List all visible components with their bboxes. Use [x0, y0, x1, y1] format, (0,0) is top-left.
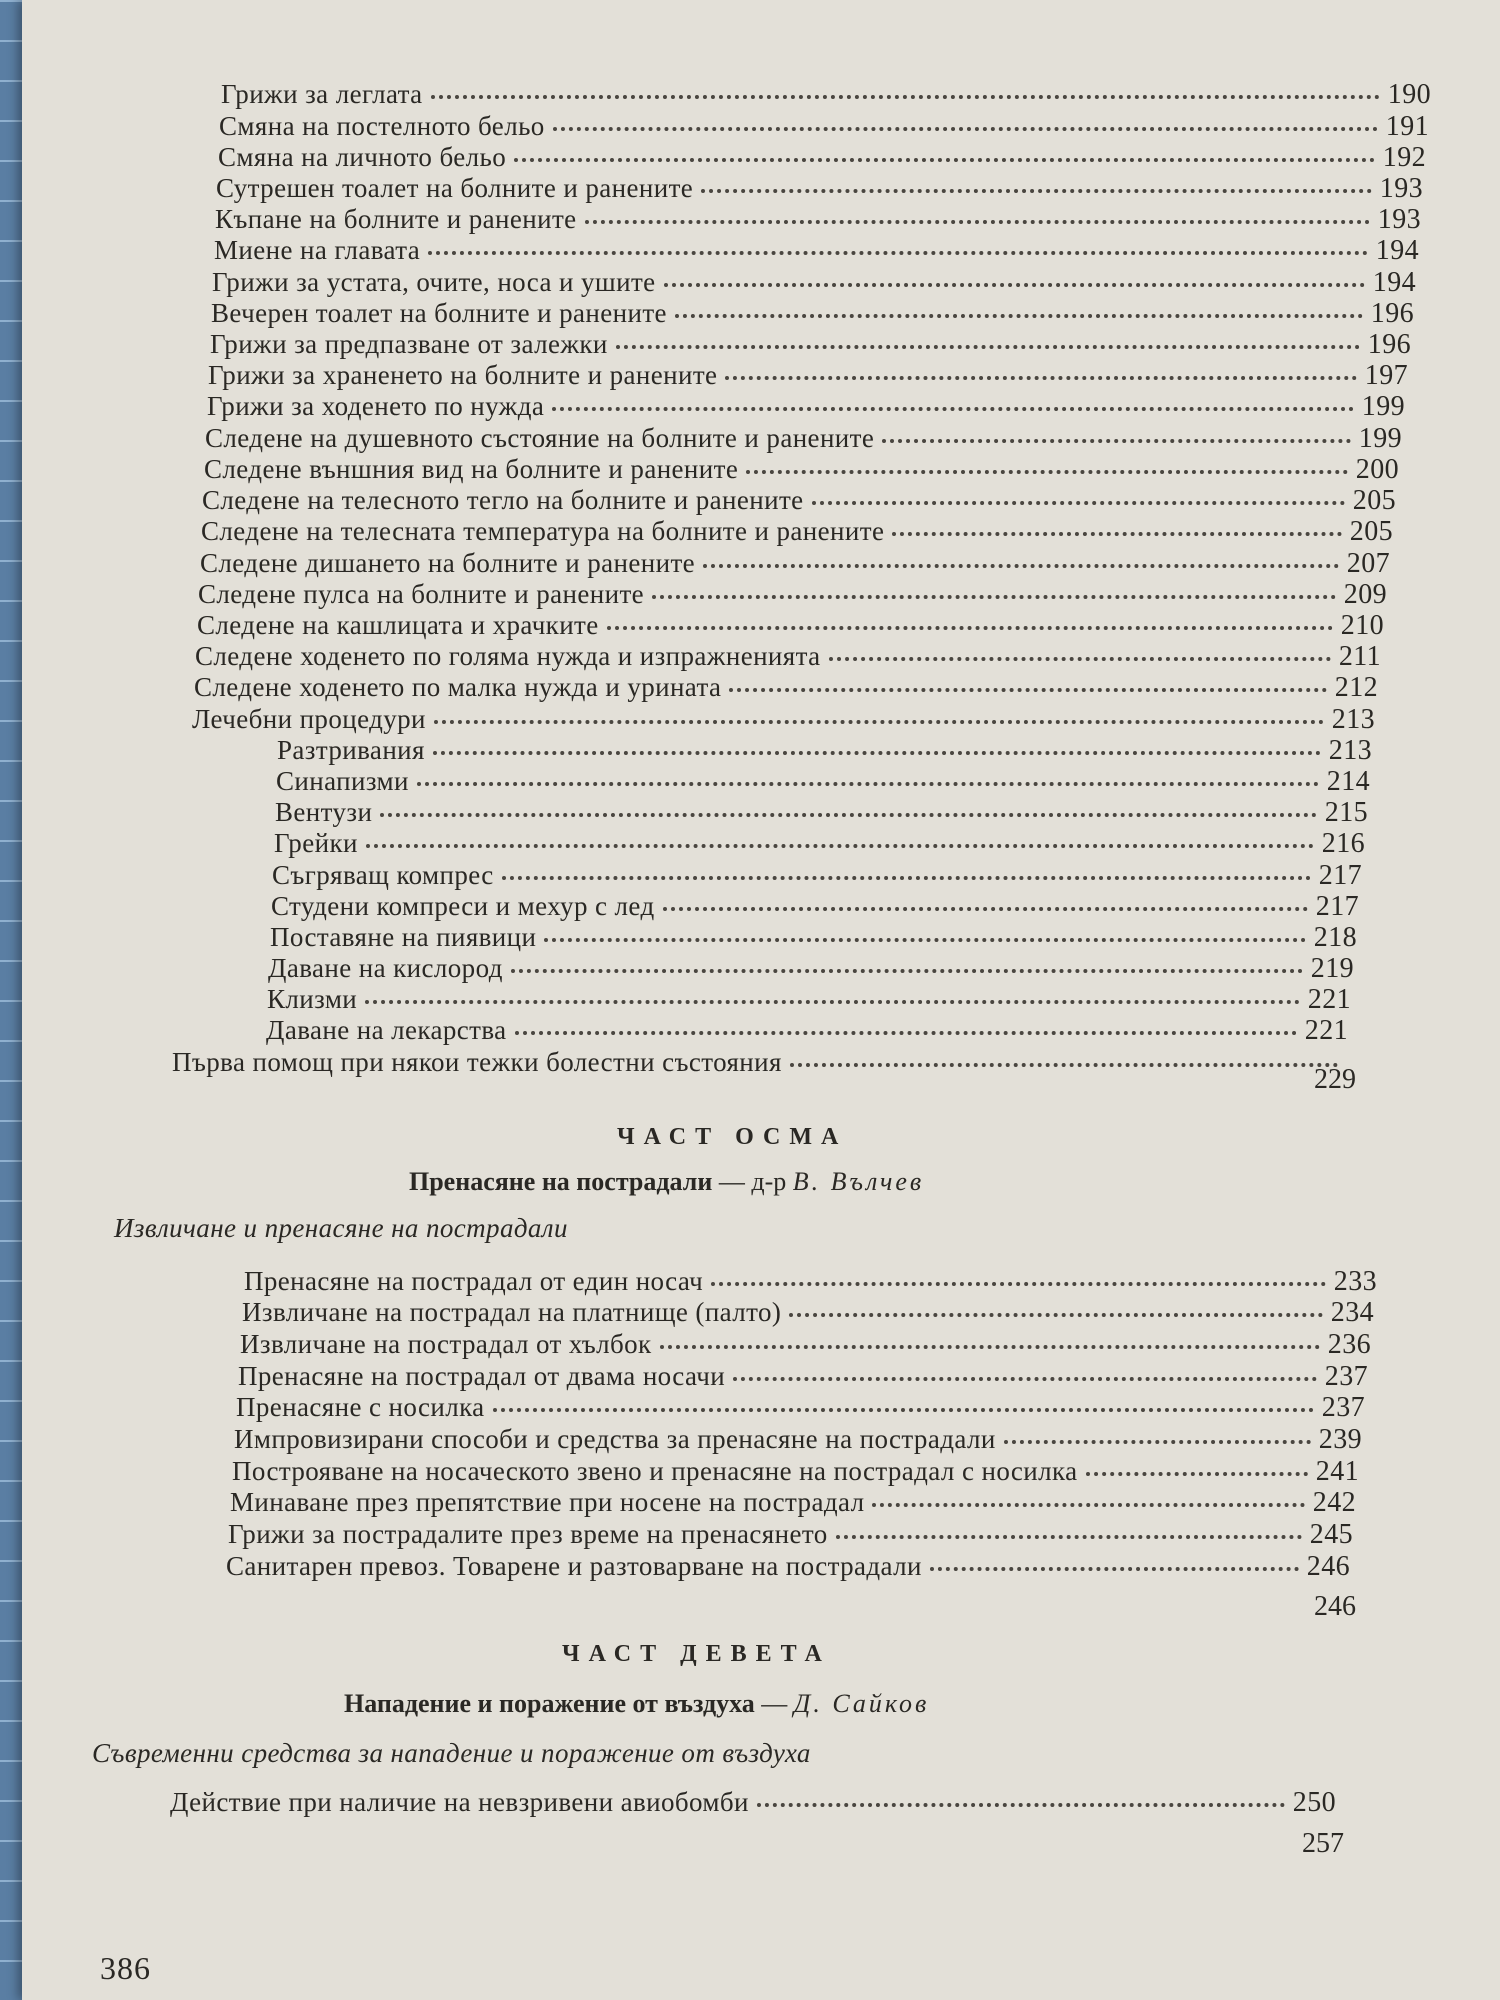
dot-leader [703, 560, 1339, 568]
toc-entry-page: 217 [1318, 860, 1362, 891]
toc-entry [208, 359, 1408, 392]
toc-entry [170, 1786, 1336, 1819]
dot-leader [664, 279, 1365, 287]
toc-entry-page: 211 [1338, 641, 1381, 672]
dot-leader [660, 1341, 1320, 1349]
toc-entry [212, 266, 1416, 299]
section-dash: — [718, 1167, 745, 1196]
dot-leader [1086, 1468, 1308, 1476]
toc-entry-page: 246 [1306, 1551, 1350, 1582]
dot-leader [514, 154, 1375, 162]
toc-entry-page: 196 [1367, 329, 1411, 360]
dot-leader [493, 1404, 1314, 1412]
dot-leader [433, 747, 1321, 755]
dot-leader [366, 840, 1314, 848]
dot-leader [502, 872, 1311, 880]
dot-leader [515, 1027, 1297, 1035]
toc-entry-page: 193 [1379, 173, 1423, 204]
toc-subentry [275, 796, 1368, 829]
toc-entry [211, 297, 1414, 330]
toc-entry [226, 1550, 1350, 1583]
dot-leader [553, 123, 1378, 131]
dot-leader [431, 91, 1380, 99]
toc-entry-title: Грижи за леглата [221, 79, 423, 109]
author-name: Д. Сайков [793, 1689, 930, 1718]
toc-entry-page: 212 [1334, 672, 1378, 703]
section-subheading: Извличане и пренасяне на пострадали [114, 1213, 568, 1243]
toc-subentry [271, 890, 1359, 923]
toc-entry-title: Следене външния вид на болните и ранените [204, 454, 739, 484]
toc-entry [194, 671, 1378, 704]
dot-leader [892, 528, 1341, 536]
toc-entry [207, 390, 1405, 423]
toc-entry [218, 141, 1426, 174]
dot-leader [675, 310, 1363, 318]
toc-entry-page: 241 [1315, 1456, 1359, 1487]
toc-entry-title: Следене на душевното състояние на болните и ранените [205, 423, 875, 453]
toc-entry-page: 215 [1324, 797, 1368, 828]
toc-entry [195, 640, 1381, 673]
toc-entry [214, 234, 1419, 267]
toc-entry [236, 1391, 1365, 1424]
toc-entry-title: Разтривания [277, 735, 425, 765]
toc-entry [200, 547, 1390, 580]
toc-entry-title: Минаване през препятствие при носене на пострадал [230, 1487, 865, 1517]
toc-entry-title: Следене на телесното тегло на болните и ранените [202, 485, 804, 515]
toc-entry-title: Извличане на пострадал от хълбок [240, 1329, 652, 1359]
toc-entry-title: Клизми [267, 984, 358, 1014]
toc-entry-title: Следене дишането на болните и ранените [200, 548, 696, 578]
toc-entry [232, 1455, 1359, 1488]
dot-leader [836, 1531, 1302, 1539]
page-number: 386 [100, 1950, 151, 1986]
toc-entry-title: Вечерен тоалет на болните и ранените [211, 298, 667, 328]
toc-entry-title: Даване на кислород [268, 953, 503, 983]
part-heading: ЧАСТ ОСМА [617, 1124, 848, 1150]
toc-entry-title: Поставяне на пиявици [270, 922, 537, 952]
toc-entry [238, 1360, 1368, 1393]
dot-leader [434, 716, 1324, 724]
toc-entry-page: 205 [1352, 485, 1396, 516]
toc-entry [172, 1046, 1346, 1078]
dot-leader [544, 934, 1305, 942]
toc-subentry [272, 859, 1362, 892]
dot-leader [733, 1373, 1317, 1381]
toc-entry [216, 172, 1423, 205]
toc-entry-page: 199 [1358, 423, 1402, 454]
section-title [344, 1689, 929, 1719]
dot-leader [607, 622, 1333, 630]
section-title [409, 1167, 924, 1197]
section-dash: — [761, 1689, 788, 1718]
toc-entry-title: Сутрешен тоалет на болните и ранените [216, 173, 694, 203]
dot-leader [552, 403, 1354, 411]
toc-entry-page: 245 [1309, 1519, 1353, 1550]
toc-entry-page: 233 [1333, 1266, 1377, 1297]
dot-leader [829, 653, 1331, 661]
toc-entry-page: 191 [1385, 111, 1429, 142]
toc-entry-title: Следене пулса на болните и ранените [198, 579, 645, 609]
dot-leader [511, 965, 1303, 973]
dot-leader [872, 1499, 1304, 1507]
toc-entry-page: 221 [1307, 984, 1351, 1015]
toc-entry-title: Санитарен превоз. Товарене и разтоварване на пострадали [226, 1551, 922, 1581]
section-title-text: Пренасяне на пострадали [409, 1167, 713, 1196]
toc-entry [205, 422, 1402, 455]
dot-leader [1004, 1436, 1311, 1444]
toc-entry-title: Следене на кашлицата и храчките [197, 610, 599, 640]
toc-entry-page: 216 [1321, 828, 1365, 859]
toc-entry-title: Извличане на пострадал на платнище (палто) [242, 1297, 782, 1327]
toc-entry-title: Грижи за пострадалите през време на пренасянето [228, 1519, 828, 1549]
dot-leader [746, 466, 1348, 474]
toc-entry [242, 1296, 1374, 1329]
author-prefix: д-р [751, 1167, 787, 1196]
toc-entry-page: 239 [1318, 1424, 1362, 1455]
toc-entry-title: Даване на лекарства [266, 1015, 507, 1045]
dot-leader [365, 996, 1300, 1004]
toc-entry-title: Пренасяне на пострадал от двама носачи [238, 1361, 726, 1391]
toc-trailing-page: 246 [1314, 1591, 1356, 1622]
toc-entry-page: 192 [1382, 142, 1426, 173]
toc-subentry [277, 734, 1372, 767]
dot-leader [930, 1563, 1299, 1571]
toc-entry [234, 1423, 1362, 1456]
toc-entry [198, 578, 1387, 611]
toc-entry-title: Следене ходенето по малка нужда и урината [194, 672, 722, 702]
toc-entry-title: Пренасяне на пострадал от един носач [244, 1266, 704, 1296]
dot-leader [616, 341, 1360, 349]
toc-entry-page: 213 [1331, 704, 1375, 735]
dot-leader [417, 778, 1319, 786]
toc-entry-page: 205 [1349, 516, 1393, 547]
toc-subentry [270, 921, 1357, 954]
toc-entry [215, 203, 1421, 236]
dot-leader [585, 216, 1370, 224]
toc-entry-page: 199 [1361, 391, 1405, 422]
grid-background [0, 0, 22, 2000]
toc-entry-title: Действие при наличие на невзривени авиобомби [170, 1787, 749, 1817]
toc-entry-title: Грижи за предпазване от залежки [210, 329, 608, 359]
toc-entry-title: Синапизми [276, 766, 409, 796]
book-page [22, 0, 1500, 2000]
toc-entry-page: 197 [1364, 360, 1408, 391]
toc-entry [228, 1518, 1353, 1551]
toc-entry-page: 194 [1372, 267, 1416, 298]
toc-entry [230, 1486, 1356, 1519]
toc-trailing-page: 257 [1302, 1828, 1344, 1859]
toc-entry [202, 484, 1396, 517]
dot-leader [789, 1309, 1323, 1317]
toc-subentry [266, 1014, 1348, 1047]
toc-entry-title: Грижи за устата, очите, носа и ушите [212, 267, 656, 297]
toc-entry-title: Построяване на носаческото звено и пренасяне на пострадал с носилка [232, 1456, 1078, 1486]
toc-entry-page: 213 [1328, 735, 1372, 766]
toc-entry-page: 193 [1377, 204, 1421, 235]
toc-entry-title: Следене ходенето по голяма нужда и изпражненията [195, 641, 821, 671]
toc-entry-title: Смяна на личното бельо [218, 142, 507, 172]
section-title-text: Нападение и поражение от въздуха [344, 1689, 755, 1718]
dot-leader [652, 591, 1336, 599]
toc-entry-page: 196 [1370, 298, 1414, 329]
dot-leader [701, 185, 1372, 193]
toc-entry-title: Грейки [274, 828, 358, 858]
toc-entry [240, 1328, 1371, 1361]
toc-entry-page: 209 [1343, 579, 1387, 610]
toc-entry-page: 250 [1292, 1787, 1336, 1818]
toc-entry [219, 110, 1429, 143]
dot-leader [725, 372, 1356, 380]
toc-subentry [276, 765, 1370, 798]
toc-entry-page: 210 [1340, 610, 1384, 641]
dot-leader [757, 1799, 1285, 1807]
dot-leader [882, 435, 1351, 443]
toc-subentry [268, 952, 1354, 985]
toc-subentry [274, 827, 1365, 860]
toc-entry-title: Студени компреси и мехур с лед [271, 891, 655, 921]
toc-entry [221, 78, 1431, 111]
toc-entry-title: Смяна на постелното бельо [219, 111, 545, 141]
toc-entry [210, 328, 1411, 361]
toc-entry-page: 236 [1327, 1329, 1371, 1360]
dot-leader [729, 684, 1326, 692]
toc-entry [201, 515, 1393, 548]
toc-entry-title: Къпане на болните и ранените [215, 204, 577, 234]
toc-entry-page: 194 [1375, 235, 1419, 266]
toc-entry-page: 219 [1310, 953, 1354, 984]
toc-entry [197, 609, 1384, 642]
toc-entry-title: Вентузи [275, 797, 373, 827]
toc-entry [204, 453, 1399, 486]
section-subheading: Съвременни средства за нападение и поражение от въздуха [92, 1738, 811, 1768]
toc-entry-title: Съгряващ компрес [272, 860, 494, 890]
toc-entry-title: Първа помощ при някои тежки болестни състояния [172, 1047, 782, 1077]
toc-entry-page: 214 [1326, 766, 1370, 797]
toc-entry-page: 221 [1304, 1015, 1348, 1046]
toc-entry-title: Пренасяне с носилка [236, 1392, 485, 1422]
toc-entry-page: 200 [1355, 454, 1399, 485]
toc-entry-title: Грижи за храненето на болните и ранените [208, 360, 718, 390]
toc-entry-page: 237 [1324, 1361, 1368, 1392]
toc-entry-page: 242 [1312, 1487, 1356, 1518]
toc-entry-page: 190 [1387, 79, 1431, 110]
toc-entry-title: Грижи за ходенето по нужда [207, 391, 545, 421]
toc-entry-page: 237 [1321, 1392, 1365, 1423]
toc-entry [244, 1265, 1377, 1298]
toc-entry-title: Импровизирани способи и средства за пренасяне на пострадали [234, 1424, 996, 1454]
toc-trailing-page: 229 [1314, 1064, 1356, 1095]
dot-leader [380, 809, 1316, 817]
dot-leader [428, 247, 1368, 255]
part-heading: ЧАСТ ДЕВЕТА [562, 1641, 831, 1667]
toc-entry [192, 703, 1375, 736]
dot-leader [711, 1278, 1326, 1286]
toc-subentry [267, 983, 1351, 1016]
toc-entry-page: 218 [1313, 922, 1357, 953]
dot-leader [790, 1059, 1338, 1067]
dot-leader [663, 903, 1308, 911]
toc-entry-page: 217 [1315, 891, 1359, 922]
toc-entry-title: Следене на телесната температура на болните и ранените [201, 516, 885, 546]
dot-leader [812, 497, 1345, 505]
author-name: В. Вълчев [792, 1167, 925, 1196]
toc-entry-title: Миене на главата [214, 235, 421, 265]
toc-entry-page: 207 [1346, 548, 1390, 579]
toc-entry-title: Лечебни процедури [192, 704, 426, 734]
toc-entry-page: 234 [1330, 1297, 1374, 1328]
